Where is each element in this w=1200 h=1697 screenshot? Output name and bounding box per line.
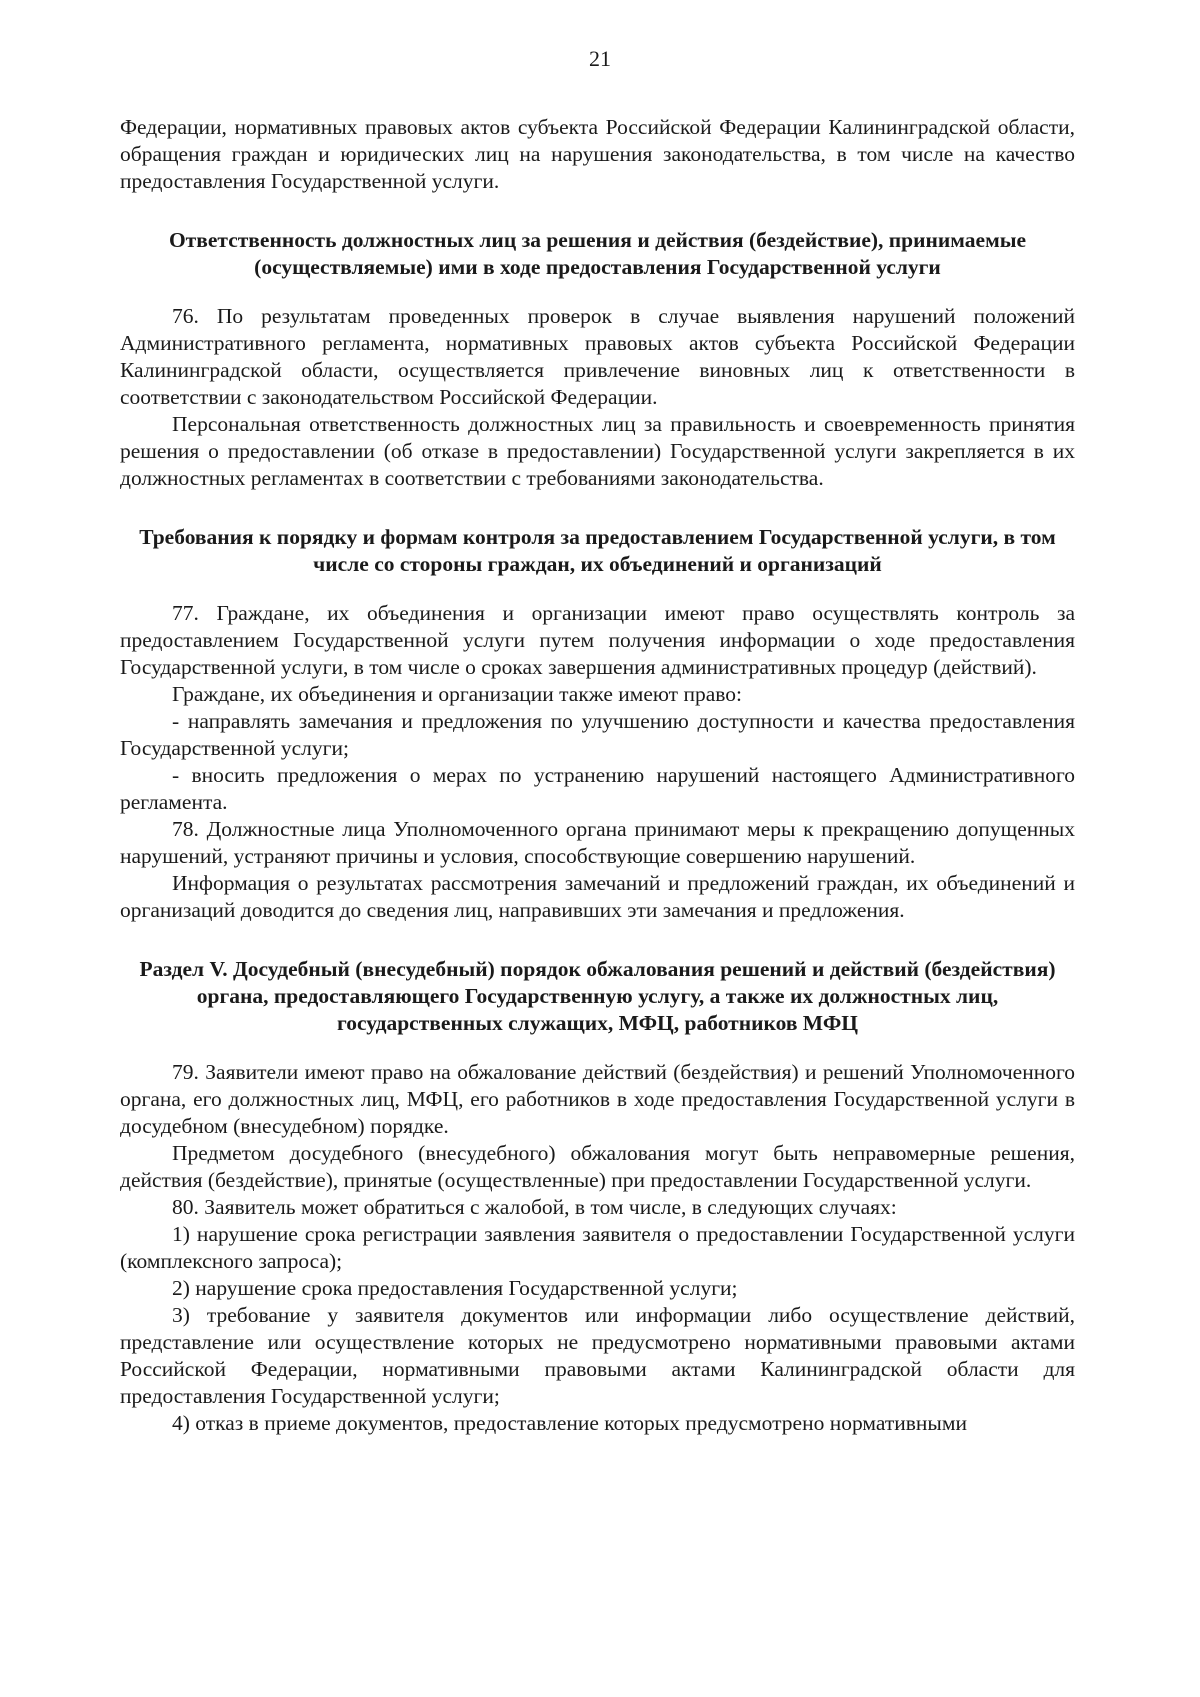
paragraph: 79. Заявители имеют право на обжалование действий (бездействия) и решений Уполномоченного органа, его должностных лиц, МФЦ, его работников в ходе предоставления Государственной услуги в досудебном (внесудебном) порядке. — [120, 1060, 1075, 1138]
intro-paragraph: Федерации, нормативных правовых актов субъекта Российской Федерации Калининградской области, обращения граждан и юридических лиц на нарушения законодательства, в том числе на качество предоставления Государственной услуги. — [120, 115, 1075, 193]
paragraph: 76. По результатам проведенных проверок в случае выявления нарушений положений Административного регламента, нормативных правовых актов субъекта Российской Федерации Калининградской области, осуществляется привлечение виновных лиц к ответственности в соответствии с законодательством Российской Федерации. — [120, 304, 1075, 409]
list-item: 2) нарушение срока предоставления Государственной услуги; — [172, 1276, 738, 1300]
section-title: Ответственность должностных лиц за решения и действия (бездействие), принимаемые (осуществляемые) ими в ходе предоставления Государственной услуги — [168, 228, 1027, 279]
paragraph: Информация о результатах рассмотрения замечаний и предложений граждан, их объединений и организаций доводится до сведения лиц, направивших эти замечания и предложения. — [120, 871, 1075, 922]
document-body — [120, 114, 1075, 1437]
page-number: 21 — [589, 46, 611, 71]
list-item: 1) нарушение срока регистрации заявления заявителя о предоставлении Государственной услуги (комплексного запроса); — [120, 1222, 1075, 1273]
list-item: 4) отказ в приеме документов, предоставление которых предусмотрено нормативными — [172, 1411, 967, 1435]
paragraph: Предметом досудебного (внесудебного) обжалования могут быть неправомерные решения, действия (бездействие), принятые (осуществленные) при предоставлении Государственной услуги. — [120, 1141, 1075, 1192]
section-title: Требования к порядку и формам контроля за предоставлением Государственной услуги, в том числе со стороны граждан, их объединений и организаций — [139, 525, 1056, 576]
section-heading-block — [120, 924, 1075, 1059]
list-item: - направлять замечания и предложения по улучшению доступности и качества предоставления Государственной услуги; — [120, 709, 1075, 760]
paragraph: 80. Заявитель может обратиться с жалобой, в том числе, в следующих случаях: — [172, 1195, 897, 1219]
paragraph: 78. Должностные лица Уполномоченного органа принимают меры к прекращению допущенных нарушений, устраняют причины и условия, способствующие совершению нарушений. — [120, 817, 1075, 868]
list-item: - вносить предложения о мерах по устранению нарушений настоящего Административного регламента. — [120, 763, 1075, 814]
section-heading-block — [120, 492, 1075, 600]
paragraph: 77. Граждане, их объединения и организации имеют право осуществлять контроль за предоставлением Государственной услуги путем получения информации о ходе предоставления Государственной услуги, в том числе о сроках завершения административных процедур (действий). — [120, 601, 1075, 679]
paragraph: Граждане, их объединения и организации также имеют право: — [172, 682, 742, 706]
section-title: Раздел V. Досудебный (внесудебный) порядок обжалования решений и действий (бездействия) органа, предоставляющего Государственную услугу, а также их должностных лиц, государственных служащих, МФЦ, работников МФЦ — [139, 957, 1056, 1035]
list-item: 3) требование у заявителя документов или информации либо осуществление действий, представление или осуществление которых не предусмотрено нормативными правовыми актами Российской Федерации, нормативными правовыми актами Калининградской области для предоставления Государственной услуги; — [120, 1303, 1075, 1408]
section-heading-block — [120, 195, 1075, 303]
paragraph: Персональная ответственность должностных лиц за правильность и своевременность принятия решения о предоставлении (об отказе в предоставлении) Государственной услуги закрепляется в их должностных регламентах в соответствии с требованиями законодательства. — [120, 412, 1075, 490]
